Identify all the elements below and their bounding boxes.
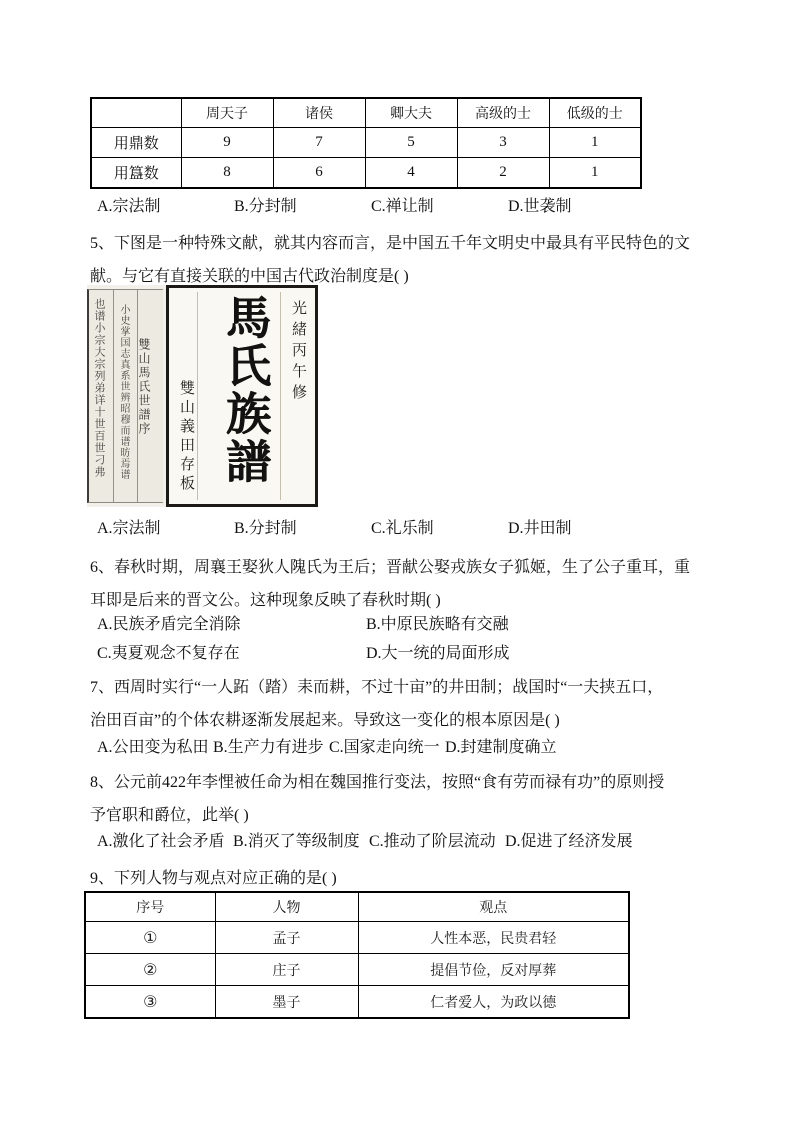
vessel-table-row	[91, 128, 641, 158]
option-c: C.国家走向统一	[329, 739, 440, 756]
person-cell: 孟子	[215, 922, 358, 954]
option-c: C.夷夏观念不复存在	[97, 645, 240, 662]
vessel-table-cell: 4	[365, 158, 457, 189]
option-a: A.激化了社会矛盾	[97, 833, 225, 850]
philosopher-table-row	[85, 922, 629, 954]
preface-strip	[87, 289, 163, 503]
option-a: A.宗法制	[97, 520, 161, 537]
vessel-table-header-cell: 高级的士	[457, 98, 549, 128]
genealogy-cover-figure	[87, 285, 318, 507]
vessel-table-header-cell: 诸侯	[273, 98, 365, 128]
vessel-table-cell: 6	[273, 158, 365, 189]
question-8-text	[90, 766, 718, 832]
option-a: A.民族矛盾完全消除	[97, 616, 241, 633]
option-d: D.大一统的局面形成	[366, 645, 510, 662]
philosopher-table-row	[85, 954, 629, 986]
option-b: B.生产力有进步	[213, 739, 324, 756]
question-5-text	[90, 227, 718, 293]
row-number-cell: ②	[85, 954, 215, 986]
person-cell: 庄子	[215, 954, 358, 986]
vessel-table-header-cell: 低级的士	[549, 98, 641, 128]
option-d: D.井田制	[508, 520, 572, 537]
philosopher-table-header-row	[85, 892, 629, 922]
view-cell: 提倡节俭，反对厚葬	[358, 954, 629, 986]
strip-preface-title: 雙山馬氏世譜序	[137, 338, 151, 436]
publisher-note: 雙山義田存板	[178, 380, 194, 494]
vessel-table-row-label: 用鼎数	[91, 128, 181, 158]
option-c: C.礼乐制	[371, 520, 434, 537]
view-cell: 仁者爱人，为政以德	[358, 986, 629, 1019]
option-d: D.促进了经济发展	[505, 833, 633, 850]
option-a: A.宗法制	[97, 198, 161, 215]
strip-preface-text: 小史掌国志真系世辨昭穆而谱昉焉谱	[118, 304, 129, 480]
vessel-table-cell: 2	[457, 158, 549, 189]
question-8-line1: 8、公元前422年李悝被任命为相在魏国推行变法，按照“食有劳而禄有功”的原则授	[90, 774, 665, 791]
question-6-line2: 耳即是后来的晋文公。这种现象反映了春秋时期( )	[90, 592, 441, 609]
option-b: B.分封制	[234, 198, 297, 215]
question-6-line1: 6、春秋时期，周襄王娶狄人隗氏为王后；晋献公娶戎族女子狐姬，生了公子重耳，重	[90, 559, 691, 576]
question-7-options	[97, 737, 561, 759]
question-7-line2: 治田百亩”的个体农耕逐渐发展起来。导致这一变化的根本原因是( )	[90, 712, 560, 729]
philosopher-table-header-cell: 人物	[215, 892, 358, 922]
row-number-cell: ①	[85, 922, 215, 954]
ritual-vessel-table	[90, 97, 642, 189]
vessel-table-cell: 5	[365, 128, 457, 158]
view-cell: 人性本恶，民贵君轻	[358, 922, 629, 954]
option-d: D.封建制度确立	[445, 739, 557, 756]
question-5-options	[97, 518, 645, 540]
option-b: B.消灭了等级制度	[233, 833, 360, 850]
philosopher-table-header-cell: 观点	[358, 892, 629, 922]
question-7-text	[90, 671, 718, 737]
philosopher-table	[84, 891, 630, 1019]
question-9-line1: 9、下列人物与观点对应正确的是( )	[90, 870, 337, 887]
vessel-table-cell: 8	[181, 158, 273, 189]
cover-title: 馬氏族譜	[219, 294, 269, 486]
cover-rule	[197, 292, 198, 500]
option-a: A.公田变为私田	[97, 739, 209, 756]
edition-note: 光緒丙午修	[290, 300, 306, 405]
strip-margin-text: 也谱小宗大宗列弟详十世百世刁弗	[93, 298, 105, 478]
question-6-options-row1	[97, 614, 635, 636]
genealogy-cover-page	[166, 285, 318, 507]
vessel-table-header-cell: 周天子	[181, 98, 273, 128]
vessel-table-cell: 9	[181, 128, 273, 158]
column-divider	[113, 290, 114, 502]
vessel-table-header-cell: 卿大夫	[365, 98, 457, 128]
vessel-table-header-row	[91, 98, 641, 128]
question-8-options	[97, 831, 641, 853]
row-number-cell: ③	[85, 986, 215, 1019]
option-c: C.禅让制	[371, 198, 434, 215]
option-c: C.推动了阶层流动	[369, 833, 496, 850]
question-8-line2: 予官职和爵位，此举( )	[90, 807, 249, 824]
question-6-text	[90, 551, 718, 617]
question-5-line2: 献。与它有直接关联的中国古代政治制度是( )	[90, 268, 409, 285]
person-cell: 墨子	[215, 986, 358, 1019]
question-6-options-row2	[97, 643, 635, 665]
option-b: B.分封制	[234, 520, 297, 537]
philosopher-table-row	[85, 986, 629, 1019]
philosopher-table-header-cell: 序号	[85, 892, 215, 922]
vessel-table-cell: 7	[273, 128, 365, 158]
question-7-line1: 7、西周时实行“一人跖（踏）耒而耕，不过十亩”的井田制；战国时“一夫挟五口，	[90, 679, 664, 696]
vessel-table-header-cell	[91, 98, 181, 128]
option-b: B.中原民族略有交融	[366, 616, 509, 633]
vessel-table-row	[91, 158, 641, 189]
question-4-options	[97, 196, 645, 218]
question-5-line1: 5、下图是一种特殊文献，就其内容而言，是中国五千年文明史中最具有平民特色的文	[90, 235, 691, 252]
vessel-table-cell: 3	[457, 128, 549, 158]
vessel-table-cell: 1	[549, 158, 641, 189]
cover-rule	[280, 292, 281, 500]
option-d: D.世袭制	[508, 198, 572, 215]
vessel-table-row-label: 用簋数	[91, 158, 181, 189]
vessel-table-cell: 1	[549, 128, 641, 158]
